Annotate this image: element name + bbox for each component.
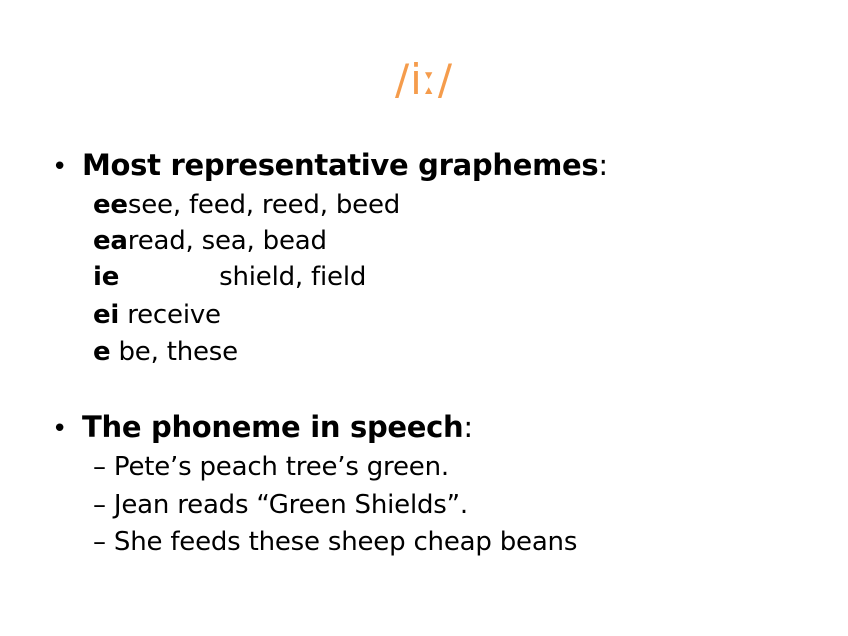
- speech-heading-colon: :: [463, 410, 473, 444]
- graphemes-heading-text: Most representative graphemes: [82, 148, 599, 182]
- grapheme-label: e: [93, 337, 111, 367]
- grapheme-examples: read, sea, bead: [127, 226, 327, 256]
- speech-example: [93, 527, 577, 557]
- grapheme-row-ee: [93, 190, 400, 220]
- bullet-dot: •: [52, 152, 68, 182]
- speech-example-text: Jean reads “Green Shields”.: [113, 490, 468, 520]
- grapheme-label: ie: [93, 262, 120, 292]
- grapheme-label: ea: [93, 226, 128, 256]
- bullet-phoneme-speech: [52, 410, 473, 444]
- grapheme-examples: be, these: [110, 337, 238, 367]
- grapheme-row-ei: [93, 300, 221, 330]
- graphemes-heading-colon: :: [598, 148, 608, 182]
- speech-example-text: She feeds these sheep cheap beans: [113, 527, 578, 557]
- grapheme-label: ee: [93, 190, 128, 220]
- grapheme-row-ie: [93, 262, 366, 292]
- speech-example-text: Pete’s peach tree’s green.: [113, 452, 449, 482]
- grapheme-row-ea: [93, 226, 327, 256]
- grapheme-examples: see, feed, reed, beed: [127, 190, 401, 220]
- dash: –: [93, 490, 106, 520]
- grapheme-examples: shield, field: [219, 262, 367, 292]
- speech-example: [93, 490, 468, 520]
- slide-title: /iː/: [394, 55, 454, 104]
- grapheme-examples: receive: [119, 300, 221, 330]
- dash: –: [93, 527, 106, 557]
- grapheme-row-e: [93, 337, 238, 367]
- bullet-dot: •: [52, 414, 68, 444]
- speech-heading-text: The phoneme in speech: [82, 410, 464, 444]
- graphemes-heading: [82, 148, 608, 182]
- grapheme-label: ei: [93, 300, 120, 330]
- speech-heading: [82, 410, 473, 444]
- speech-example: [93, 452, 449, 482]
- dash: –: [93, 452, 106, 482]
- bullet-graphemes: [52, 148, 608, 182]
